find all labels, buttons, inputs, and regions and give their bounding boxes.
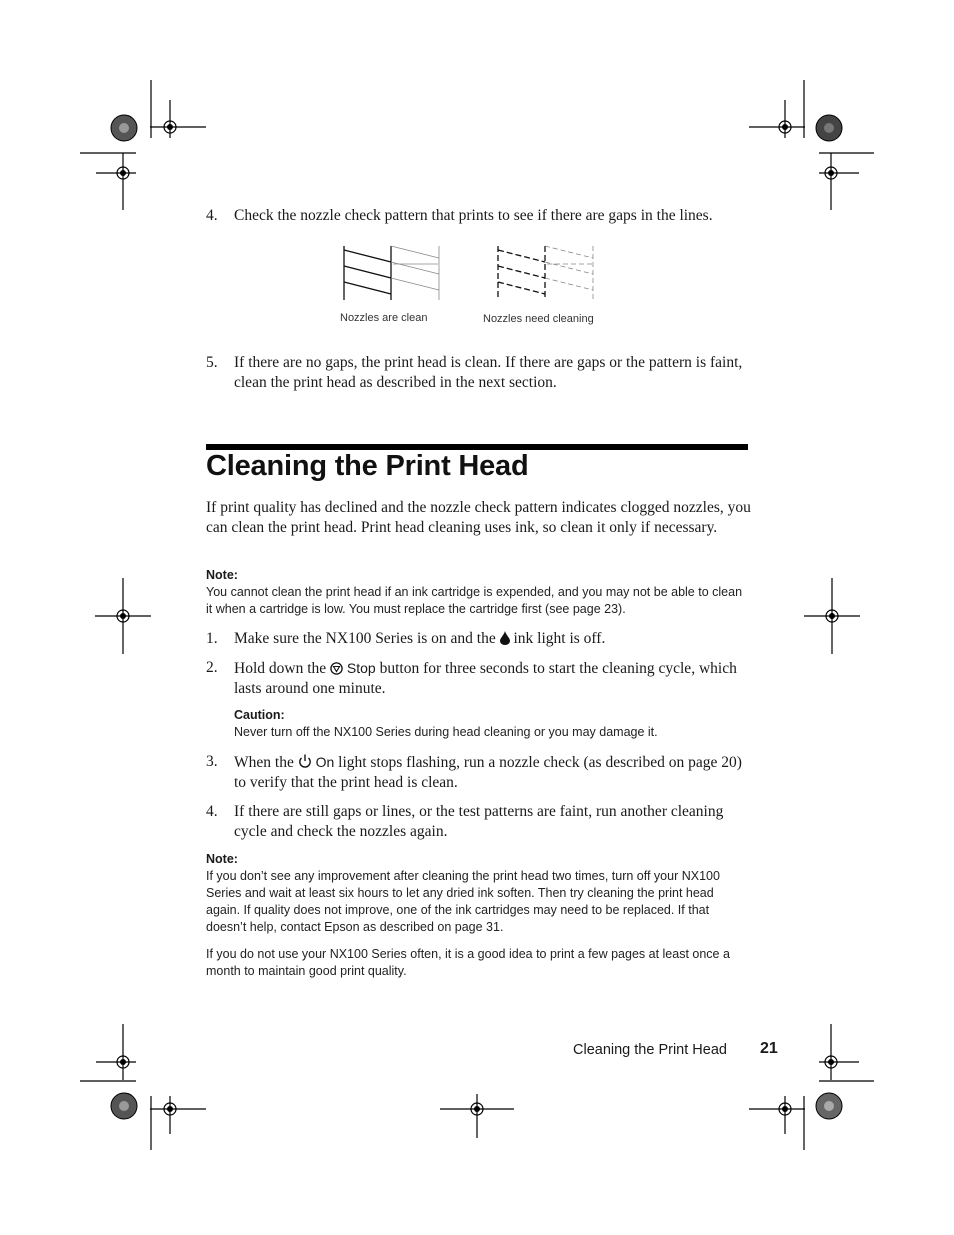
note-text: If you don’t see any improvement after cleaning the print head two times, turn off your NX100 Series and wait at least six hours to let any dried ink soften. Then try cleaning the print head again. If quality does not improve, one of the ink cartridges may need to be replaced. If that doesn’t help, contact Epson as described on page 31. bbox=[206, 869, 720, 934]
crop-mark-icon bbox=[95, 578, 155, 658]
stop-button-label: Stop bbox=[346, 660, 376, 676]
step-number: 4. bbox=[206, 803, 218, 820]
step-text: button for three seconds to start the cleaning cycle, which lasts around one minute. bbox=[234, 660, 737, 697]
note-text: You cannot clean the print head if an ink cartridge is expended, and you may not be able to clean it when a cartridge is low. You must replace the cartridge first (see page 23). bbox=[206, 585, 743, 616]
step-number: 1. bbox=[206, 630, 218, 647]
step-text: Hold down the bbox=[234, 660, 327, 677]
footer-section-title: Cleaning the Print Head bbox=[573, 1042, 727, 1058]
crop-mark-icon bbox=[438, 1094, 518, 1140]
figure-caption-dirty: Nozzles need cleaning bbox=[483, 313, 594, 325]
power-icon bbox=[298, 754, 312, 769]
crop-mark-icon bbox=[745, 80, 875, 215]
step-text: If there are no gaps, the print head is clean. If there are gaps or the pattern is faint, clean the print head as described in the next section. bbox=[234, 354, 743, 391]
crop-mark-icon bbox=[80, 1024, 210, 1154]
nozzle-pattern-dirty-image bbox=[496, 244, 596, 302]
step-text: Check the nozzle check pattern that prints to see if there are gaps in the lines. bbox=[234, 207, 713, 224]
note-label: Note: bbox=[206, 852, 238, 866]
step-text: ink light is off. bbox=[513, 630, 606, 647]
intro-paragraph: If print quality has declined and the nozzle check pattern indicates clogged nozzles, you can clean the print head. Print head cleaning uses ink, so clean it only if necessary. bbox=[206, 499, 751, 536]
step-text: When the bbox=[234, 754, 294, 771]
page-number: 21 bbox=[760, 1040, 778, 1057]
ink-drop-icon bbox=[500, 631, 510, 645]
step-item bbox=[206, 802, 751, 842]
step-item bbox=[206, 752, 751, 793]
step-item bbox=[206, 629, 751, 649]
note-label: Note: bbox=[206, 568, 238, 582]
step-item bbox=[206, 658, 751, 699]
stop-icon bbox=[330, 662, 343, 675]
section-title: Cleaning the Print Head bbox=[206, 450, 529, 482]
on-button-label: On bbox=[315, 754, 335, 770]
step-number: 3. bbox=[206, 753, 218, 770]
step-item bbox=[206, 206, 751, 226]
nozzle-pattern-clean-image bbox=[342, 244, 442, 302]
step-number: 5. bbox=[206, 354, 218, 371]
step-number: 4. bbox=[206, 207, 218, 224]
caution-text: Never turn off the NX100 Series during head cleaning or you may damage it. bbox=[234, 725, 658, 739]
step-number: 2. bbox=[206, 659, 218, 676]
step-text: If there are still gaps or lines, or the test patterns are faint, run another cleaning cycle and check the nozzles again. bbox=[234, 803, 724, 840]
figure-caption-clean: Nozzles are clean bbox=[340, 312, 428, 324]
step-item bbox=[206, 353, 751, 393]
caution-label: Caution: bbox=[234, 708, 285, 722]
crop-mark-icon bbox=[804, 578, 864, 658]
tip-text: If you do not use your NX100 Series often, it is a good idea to print a few pages at least once a month to maintain good print quality. bbox=[206, 947, 730, 978]
step-text: light stops flashing, run a nozzle check (as described on page 20) to verify that the print head is clean. bbox=[234, 754, 742, 791]
crop-mark-icon bbox=[80, 80, 210, 215]
step-text: Make sure the NX100 Series is on and the bbox=[234, 630, 496, 647]
